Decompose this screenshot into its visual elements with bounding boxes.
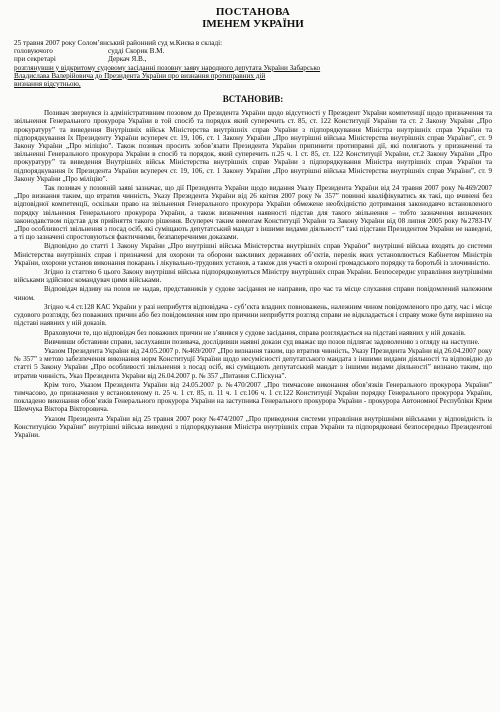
document-title: ПОСТАНОВА xyxy=(215,6,291,18)
judge-row xyxy=(14,47,492,55)
judge-name: судді Скорик В.М. xyxy=(108,47,165,56)
paragraph-10: Крім того, Указом Президента України від 24.05.2007 р. №470/2007 „Про тимчасове виконання обов’язків Генерального прокурора України” тимчасово, до призначення у встановленому п. 25 ч. 1 ст. 85, п. 11 ч. 1 ст.106 ч. 1 ст.122 Конституції України порядку Генерального прокурора України, покладено виконання обов’язків Генерального прокурора України на заступника Генерального прокурора України - прокурора Автономної Республіки Крим Шемчука Віктора Вікторовича. xyxy=(14,380,492,414)
paragraph-7: Враховуючи те, що відповідач без поважних причин не з’явився у судове засідання, справа розглядається на підставі наявних у ній доказів. xyxy=(44,328,466,337)
paragraph-8: Вивчивши обставини справи, заслухавши позивача, дослідивши наявні докази суд вважає що позов підлягає задоволенню з огляду на наступне. xyxy=(44,337,480,346)
paragraph-9: Указом Президента України від 24.05.2007 р. №469/2007 „Про визнання таким, що втратив чинність, Указу Президента України від 26.04.2007 року № 357” з метою забезпечення виконання норм Конституції України щодо несумісності депутатського мандата з іншими видами діяльності та відповідно до статті 5 Закону України „Про особливості звільнення з посад осіб, які суміщають депутатський мандат з іншими видами діяльності” визнано таким, що втратив чинність, Указ Президента України від 26.04.2007 р. № 357 „Питання С.Піскуна”. xyxy=(14,346,492,380)
paragraph-4: Згідно із статтею 6 цього Закону внутрішні війська підпорядковуються Міністру внутрішніх справ України. Безпосереднє управління внутрішніми військами здійснює командувач цими військами. xyxy=(14,268,492,285)
secretary-label: при секретарі xyxy=(14,55,56,64)
paragraph-11: Указом Президента України від 25 травня 2007 року №474/2007 „Про приведення системи управління внутрішніми військами у відповідність із Конституцією України” внутрішні війська виведені з підпорядкування Міністра внутрішніх справ України та підпорядковані безпосередньо Президентові України. xyxy=(14,414,492,439)
paragraph-5: Відповідач відзиву на позов не надав, представників у судове засідання не направив, про час та місце слухання справи повідомлений належним чином. xyxy=(14,285,492,302)
consideration-line: розглянувши у відкритому судовому засіданні позовну заяву народного депутата України Забарсько xyxy=(14,63,321,72)
secretary-name: Деркач Я.В., xyxy=(108,55,147,64)
paragraph-6: Згідно ч.4 ст.128 КАС України у разі неприбуття відповідача - суб’єкта владних повноважень, належним чином повідомленого про дату, час і місце судового розгляду, без поважних причин або без повідомлення ним про причини неприбуття розгляд справи не відкладається і справу може бути вирішено на підставі наявних у ній доказів. xyxy=(14,302,492,328)
secretary-row xyxy=(14,55,492,63)
judge-label: головуючого xyxy=(14,47,53,56)
section-heading: ВСТАНОВИВ: xyxy=(222,94,284,105)
document-subtitle: ІМЕНЕМ УКРАЇНИ xyxy=(202,18,304,30)
paragraph-3: Відповідно до статті 1 Закону України „Про внутрішні війська Міністерства внутрішніх справ України” внутрішні війська входять до системи Міністерства внутрішніх справ і призначені для охорони та оборони важливих державних об’єктів, перелік яких установлюється Кабінетом Міністрів України, охорони установ виконання покарань і лікувально-трудових установ, а також для участі в охороні громадського порядку та боротьбі із злочинністю. xyxy=(14,242,492,267)
court-composition-line: 25 травня 2007 року Солом’янський районний суд м.Києва в складі: xyxy=(14,39,223,47)
paragraph-2: Так позивач у позовній заяві зазначає, що дії Президента України щодо видання Указу Президента України від 24 травня 2007 року №469/2007 „Про визнання таким, що втратив чинність, Указу Президента України від 26 квітня 2007 року № 357” повинні кваліфікуватись як такі, що вчинені без відповідної компетенції, оскільки право на звільнення Генерального прокурора України обмежене необхідністю дотримання законодавчо встановленого порядку звільнення Генерального прокурора України, а також визначення наявності підстав для такого звільнення – тобто зазначення визначених законодавством підстав для прийняття такого рішення. Всупереч таким вимогам Конституції України та Закону України від 08 липня 2005 року №2783-IV „Про особливості звільнення з посад осіб, які суміщають депутатський мандат з іншими видами діяльності” такі підстави Президентом України не наведені, а ті що зазначені спростовуються фактичними, безпаперечними доказами. xyxy=(14,184,492,242)
parties-line: Владислава Валерійовича до Президента України про визнання протиправних дій xyxy=(14,71,266,80)
claim-end-line: визнання відсутньою, xyxy=(14,80,81,89)
paragraph-1: Позивач звернувся із адміністративним позовом до Президента України щодо відсутності у Президент України компетенції щодо призначення та звільнення Генерального прокурора України в той спосіб та порядок який суперечить ст. 85, ст. 122 Конституції України та ст. 2 Закону України „Про прокуратуру” та виведення Внутрішніх військ Міністерства внутрішніх справ України з підпорядкування Міністра внутрішніх справ України та підпорядкування їх Президенту України всупереч ст. 19, 106, ст. 1 Закону України „Про внутрішні війська Міністерства внутрішніх справ України”, ст. 9 Закону України „Про міліцію”. Також позивач просить зобов’язати Президента України припинити протиправні дії, які полягають у призначенні та звільненні Генерального прокурора України в спосіб та порядок, який суперечить п.25 ч. 1 ст. 85, ст. 122 Конституції України, ст.2 Закону України „Про прокуратуру” та виведення Внутрішніх військ Міністерства внутрішніх справ України з підпорядкування Міністра внутрішніх справ України та підпорядкування їх Президента України всупереч ст. 19, 106, ст. 1 Закону України „Про внутрішні війська Міністерства внутрішніх справ України”, ст. 9 Закону України „Про міліцію”. xyxy=(14,109,492,183)
